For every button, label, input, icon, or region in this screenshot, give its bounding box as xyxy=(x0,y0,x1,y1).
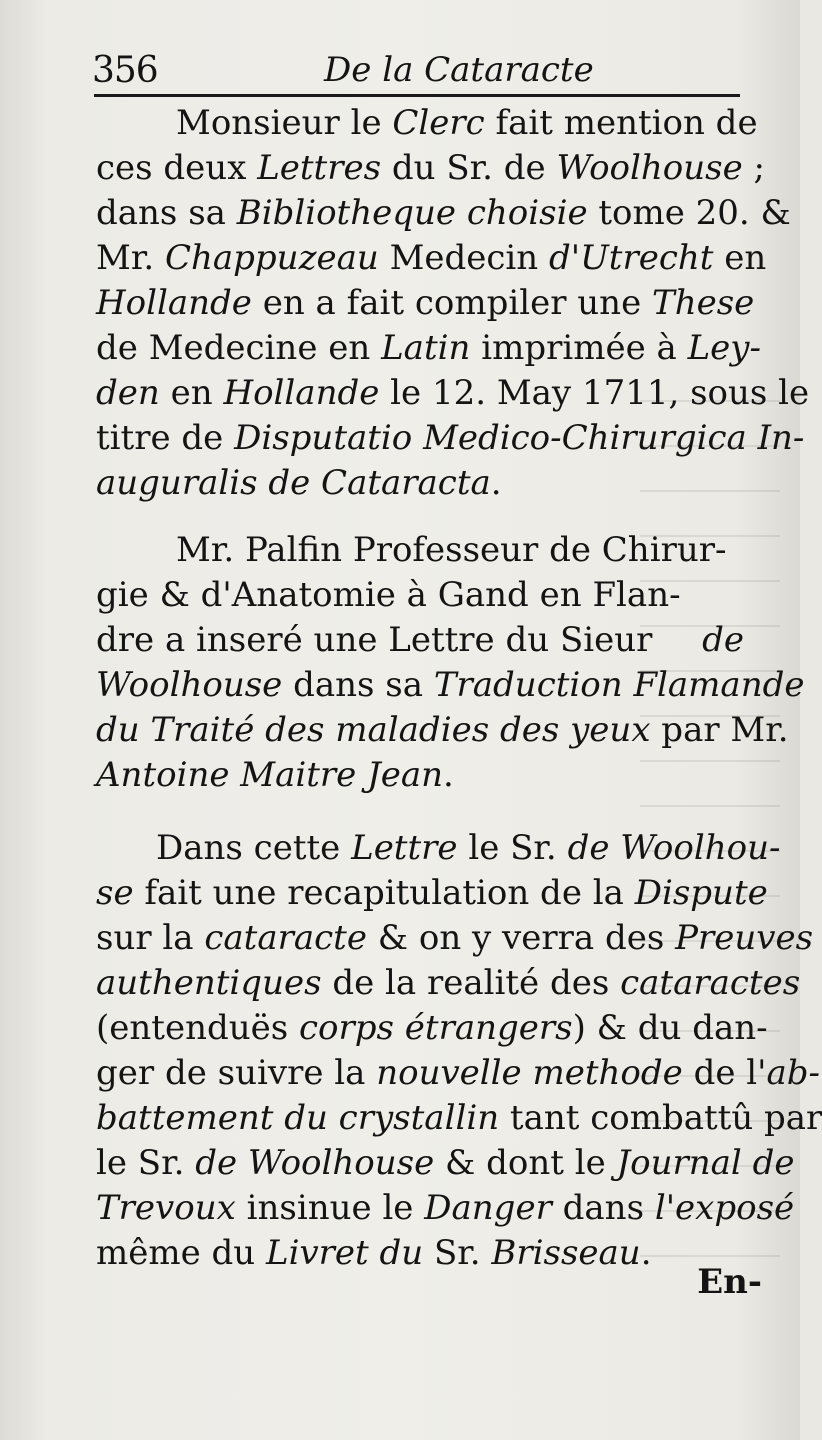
text-line xyxy=(96,826,781,871)
text-run: . xyxy=(490,463,502,503)
text-run: en xyxy=(159,373,224,413)
text-run: gie & d'Anatomie à Gand en Flan- xyxy=(96,575,681,615)
text-run-italic: de Woolhouse xyxy=(195,1143,435,1183)
text-run-italic: de xyxy=(702,620,744,660)
text-run-italic: Brisseau xyxy=(491,1233,641,1273)
catchword: En- xyxy=(697,1262,762,1302)
text-run: de Medecine en xyxy=(96,328,382,368)
text-run-italic: Woolhouse xyxy=(96,665,283,705)
text-run: en a fait compiler une xyxy=(251,283,653,323)
text-run-italic: Disputatio Medico-Chirurgica In- xyxy=(234,418,805,458)
text-run-italic: Bibliotheque choisie xyxy=(236,193,588,233)
text-run: par Mr. xyxy=(650,710,789,750)
text-run-italic: du Traité des maladies des yeux xyxy=(96,710,651,750)
text-run-italic: d'Utrecht xyxy=(549,238,714,278)
text-line xyxy=(96,663,805,708)
text-run: dans sa xyxy=(96,193,237,233)
text-run: ces deux xyxy=(96,148,258,188)
text-line xyxy=(96,1051,821,1096)
text-line xyxy=(96,871,768,916)
text-run: fait une recapitulation de la xyxy=(133,873,635,913)
text-run-italic: Ley- xyxy=(687,328,761,368)
text-run-italic: Hollande xyxy=(223,373,380,413)
text-run-italic: ab- xyxy=(766,1053,821,1093)
text-run-italic: Danger xyxy=(424,1188,552,1228)
text-run-italic: Antoine Maitre Jean xyxy=(96,755,444,795)
text-run: de l' xyxy=(682,1053,767,1093)
text-run-italic: de Woolhou- xyxy=(567,828,781,868)
text-line xyxy=(96,191,791,236)
text-run: imprimée à xyxy=(470,328,688,368)
text-line xyxy=(96,416,805,461)
text-run-italic: cataractes xyxy=(620,963,801,1003)
paragraph xyxy=(96,101,810,506)
text-line xyxy=(96,1186,795,1231)
page-header xyxy=(92,44,740,94)
text-run-italic: auguralis de Cataracta xyxy=(96,463,491,503)
text-run: Sr. xyxy=(423,1233,492,1273)
text-run-italic: Clerc xyxy=(392,103,485,143)
text-run: fait mention de xyxy=(484,103,758,143)
paragraph xyxy=(96,528,805,798)
text-run-italic: Chappuzeau xyxy=(164,238,379,278)
text-line xyxy=(96,618,744,663)
text-run-italic: These xyxy=(652,283,755,323)
text-line xyxy=(96,708,789,753)
text-run: ; xyxy=(742,148,766,188)
text-run-italic: authentiques xyxy=(96,963,322,1003)
text-run: dans sa xyxy=(282,665,434,705)
text-line xyxy=(96,753,744,798)
text-run: (entenduës xyxy=(96,1008,300,1048)
text-run: Mr. Palfin Professeur de Chirur- xyxy=(176,530,727,570)
text-line xyxy=(96,1231,744,1276)
text-run: ) & du dan- xyxy=(572,1008,768,1048)
text-run-italic: Trevoux xyxy=(96,1188,236,1228)
text-run: sur la xyxy=(96,918,205,958)
text-run: même du xyxy=(96,1233,266,1273)
text-run: le 12. May 1711, sous le xyxy=(379,373,810,413)
text-run-italic: Lettres xyxy=(257,148,382,188)
text-line xyxy=(96,461,744,506)
text-run: Mr. xyxy=(96,238,165,278)
text-line xyxy=(96,573,744,618)
text-run: dans xyxy=(551,1188,655,1228)
header-rule xyxy=(94,94,740,97)
text-line xyxy=(96,371,810,416)
text-run: Medecin xyxy=(378,238,550,278)
text-run: insinue le xyxy=(235,1188,425,1228)
text-line xyxy=(96,326,761,371)
text-run: tant combattû par xyxy=(499,1098,822,1138)
text-line xyxy=(96,1141,795,1186)
text-run-italic: battement du crystallin xyxy=(96,1098,500,1138)
text-run: tome 20. & xyxy=(587,193,791,233)
text-line xyxy=(96,281,755,326)
text-run-italic: Traduction Flamande xyxy=(433,665,805,705)
text-run: Monsieur le xyxy=(176,103,393,143)
text-run-italic: se xyxy=(96,873,134,913)
text-run-italic: Woolhouse xyxy=(556,148,743,188)
text-run: du Sr. de xyxy=(381,148,557,188)
text-run-italic: l'exposé xyxy=(654,1188,795,1228)
text-line xyxy=(96,916,814,961)
text-run-italic: Latin xyxy=(381,328,471,368)
text-run-italic: den xyxy=(96,373,160,413)
text-run: de la realité des xyxy=(321,963,621,1003)
text-run-italic: Dispute xyxy=(634,873,768,913)
text-line xyxy=(96,236,767,281)
text-run: Dans cette xyxy=(156,828,352,868)
text-run: en xyxy=(713,238,767,278)
text-run-italic: Journal de xyxy=(616,1143,795,1183)
text-run-italic: Hollande xyxy=(96,283,252,323)
text-run: & on y verra des xyxy=(366,918,676,958)
text-line xyxy=(96,101,758,146)
text-line xyxy=(96,961,801,1006)
running-title: De la Cataracte xyxy=(324,50,594,90)
text-run: . xyxy=(443,755,454,795)
text-run-italic: Livret du xyxy=(266,1233,424,1273)
text-run-italic: nouvelle methode xyxy=(376,1053,683,1093)
text-run: . xyxy=(640,1233,652,1273)
paragraph xyxy=(96,826,822,1276)
text-run: titre de xyxy=(96,418,235,458)
text-run: & dont le xyxy=(434,1143,617,1183)
text-line xyxy=(96,1006,768,1051)
page-number: 356 xyxy=(92,50,158,91)
text-run: le Sr. xyxy=(96,1143,196,1183)
text-run-italic: cataracte xyxy=(204,918,367,958)
text-run-italic: Preuves xyxy=(675,918,814,958)
body-text xyxy=(96,101,822,1276)
text-run: le Sr. xyxy=(457,828,568,868)
text-run: ger de suivre la xyxy=(96,1053,377,1093)
text-run-italic: Lettre xyxy=(351,828,458,868)
text-line xyxy=(96,146,766,191)
text-run-italic: corps étrangers xyxy=(299,1008,573,1048)
text-line xyxy=(96,528,744,573)
text-line xyxy=(96,1096,822,1141)
text-run: dre a inseré une Lettre du Sieur xyxy=(96,620,664,660)
